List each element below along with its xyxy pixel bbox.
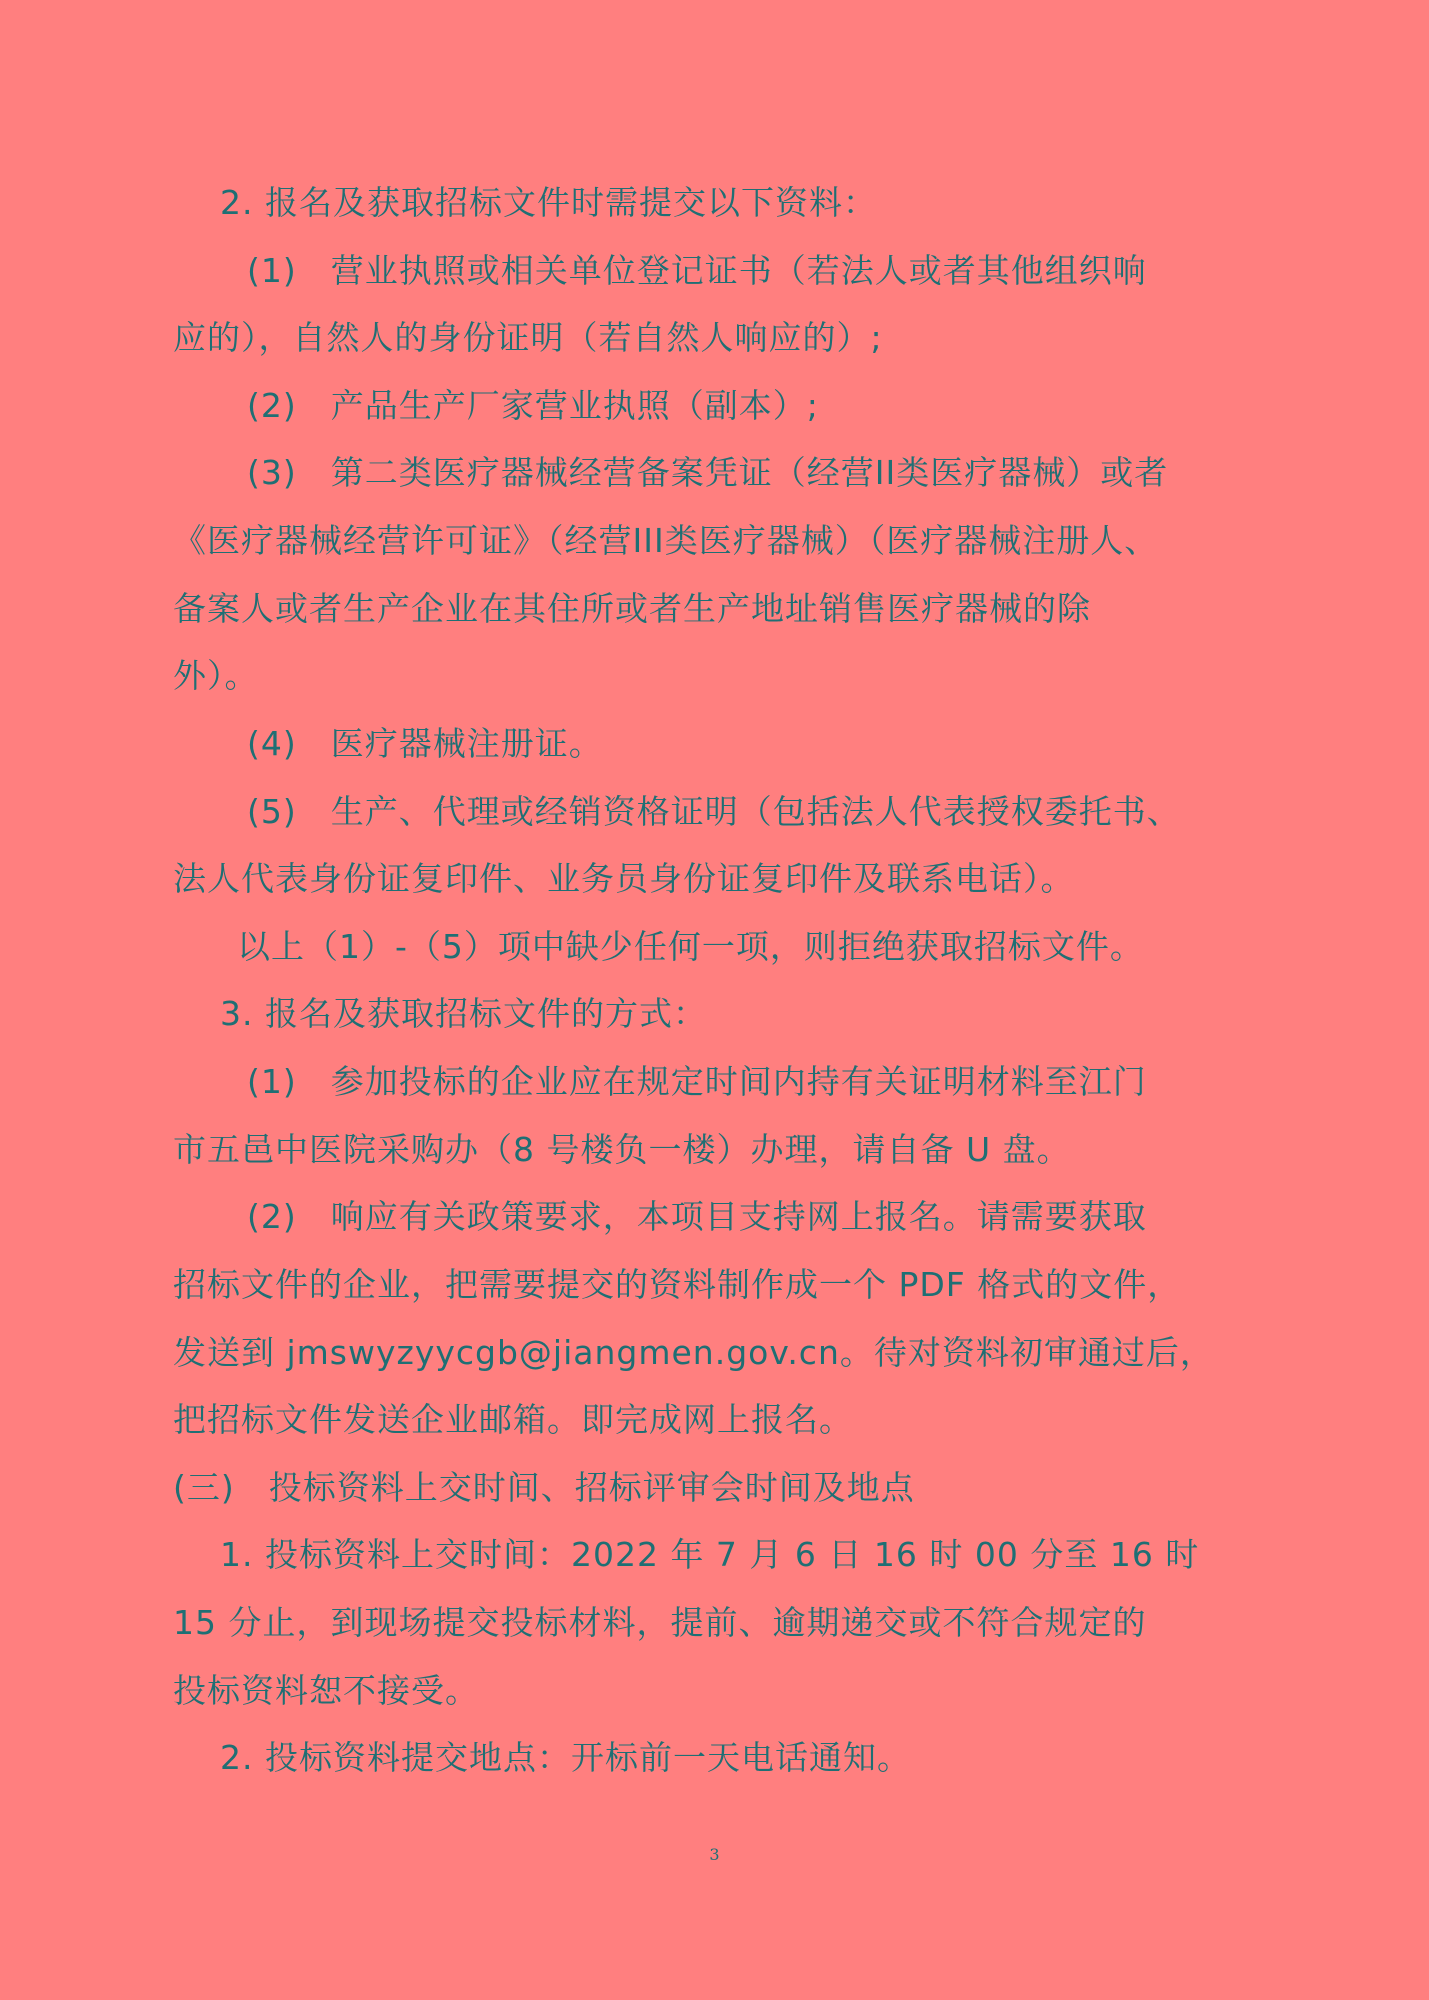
method-1-line-1: (1) 参加投标的企业应在规定时间内持有关证明材料至江门 (247, 1062, 1147, 1101)
missing-item-note: 以上（1）-（5）项中缺少任何一项，则拒绝获取招标文件。 (237, 927, 1144, 966)
submission-time-line-3: 投标资料恕不接受。 (173, 1671, 479, 1710)
requirement-5-line-2: 法人代表身份证复印件、业务员身份证复印件及联系电话）。 (173, 859, 1075, 898)
method-2-line-2: 招标文件的企业，把需要提交的资料制作成一个 PDF 格式的文件， (173, 1265, 1182, 1304)
method-2-line-3: 发送到 jmswyzyycgb@jiangmen.gov.cn。待对资料初审通过后， (173, 1333, 1214, 1372)
requirement-1-line-2: 应的），自然人的身份证明（若自然人响应的）; (173, 318, 883, 357)
requirement-2: (2) 产品生产厂家营业执照（副本）; (247, 386, 819, 425)
requirement-3-line-2: 《医疗器械经营许可证》（经营III类医疗器械）（医疗器械注册人、 (173, 521, 1159, 560)
submission-time-line-2: 15 分止，到现场提交投标材料，提前、逾期递交或不符合规定的 (173, 1603, 1147, 1642)
requirement-3-line-1: (3) 第二类医疗器械经营备案凭证（经营II类医疗器械）或者 (247, 453, 1169, 492)
submission-location: 2. 投标资料提交地点：开标前一天电话通知。 (220, 1738, 911, 1777)
requirement-1-line-1: (1) 营业执照或相关单位登记证书（若法人或者其他组织响 (247, 251, 1147, 290)
page-number: 3 (709, 1845, 720, 1864)
section-2-heading: 2. 报名及获取招标文件时需提交以下资料： (220, 183, 877, 222)
submission-time-line-1: 1. 投标资料上交时间：2022 年 7 月 6 日 16 时 00 分至 16 时 (220, 1535, 1200, 1574)
section-3-heading: 3. 报名及获取招标文件的方式： (220, 994, 707, 1033)
method-2-line-4: 把招标文件发送企业邮箱。即完成网上报名。 (173, 1400, 853, 1439)
requirement-4: (4) 医疗器械注册证。 (247, 724, 603, 763)
requirement-5-line-1: (5) 生产、代理或经销资格证明（包括法人代表授权委托书、 (247, 792, 1181, 831)
method-1-line-2: 市五邑中医院采购办（8 号楼负一楼）办理，请自备 U 盘。 (173, 1130, 1071, 1169)
requirement-3-line-4: 外）。 (173, 656, 259, 695)
requirement-3-line-3: 备案人或者生产企业在其住所或者生产地址销售医疗器械的除 (173, 589, 1091, 628)
method-2-line-1: (2) 响应有关政策要求，本项目支持网上报名。请需要获取 (247, 1197, 1147, 1236)
section-three-heading: (三) 投标资料上交时间、招标评审会时间及地点 (173, 1468, 915, 1507)
